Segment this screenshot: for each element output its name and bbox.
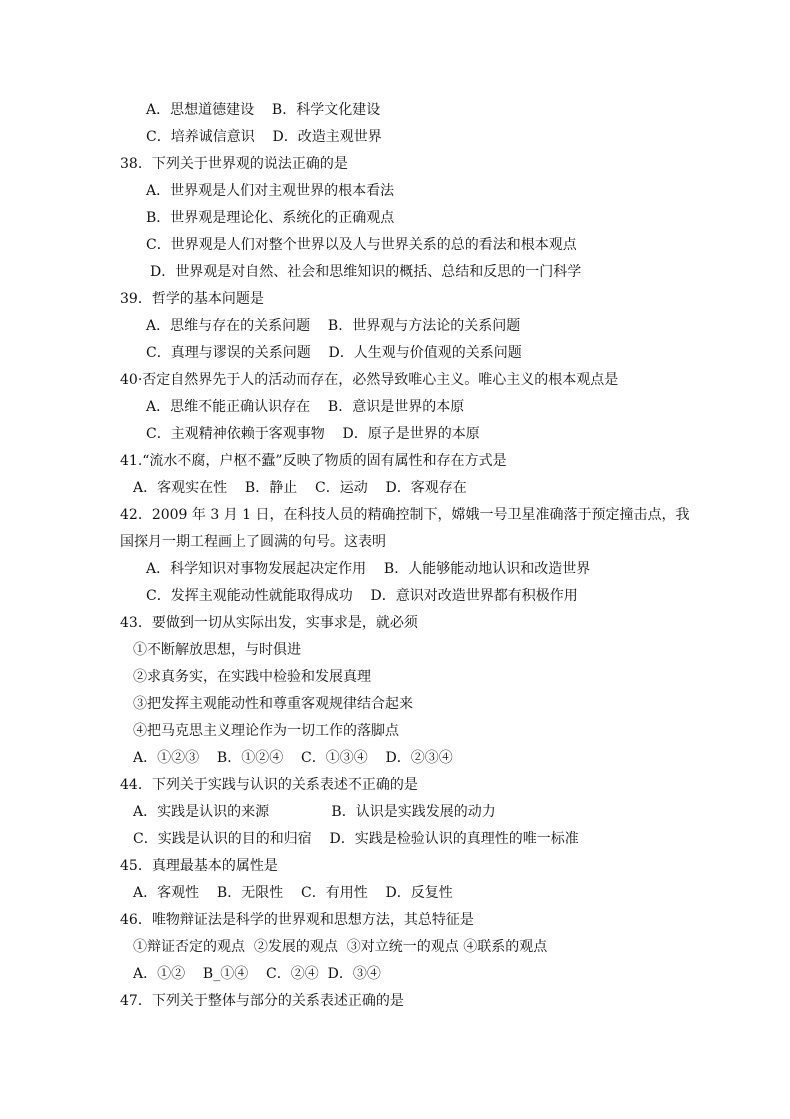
q43-statement-2: ②求真务实，在实践中检验和发展真理 [133, 669, 371, 685]
q43-question: 43．要做到一切从实际出发，实事求是，就必须 [120, 615, 418, 631]
q43-options: A．①②③ B．①②④ C．①③④ D．②③④ [133, 750, 453, 766]
q39-options-ab: A．思维与存在的关系问题 B．世界观与方法论的关系问题 [146, 318, 521, 334]
q40-options-ab: A．思维不能正确认识存在 B．意识是世界的本原 [146, 399, 465, 415]
q42-question-line2: 国探月一期工程画上了圆满的句号。这表明 [120, 534, 386, 550]
q37-options-ab: A．思想道德建设 B．科学文化建设 [146, 102, 381, 118]
q46-statements: ①辩证否定的观点 ②发展的观点 ③对立统一的观点 ④联系的观点 [133, 939, 548, 955]
q43-statement-1: ①不断解放思想，与时俱进 [133, 642, 301, 658]
q44-options-cd: C．实践是认识的目的和归宿 D．实践是检验认识的真理性的唯一标准 [133, 831, 579, 847]
q47-question: 47．下列关于整体与部分的关系表述正确的是 [120, 993, 404, 1009]
q38-option-b: B．世界观是理论化、系统化的正确观点 [146, 210, 395, 226]
q38-option-c: C．世界观是人们对整个世界以及人与世界关系的总的看法和根本观点 [146, 237, 577, 253]
q42-options-cd: C．发挥主观能动性就能取得成功 D．意识对改造世界都有积极作用 [146, 588, 578, 604]
q39-options-cd: C．真理与谬误的关系问题 D．人生观与价值观的关系问题 [146, 345, 522, 361]
q38-question: 38．下列关于世界观的说法正确的是 [120, 156, 348, 172]
q41-question: 41.“流水不腐，户枢不蠹”反映了物质的固有属性和存在方式是 [120, 453, 507, 469]
q40-options-cd: C．主观精神依赖于客观事物 D．原子是世界的本原 [146, 426, 480, 442]
q38-option-d: D．世界观是对自然、社会和思维知识的概括、总结和反思的一门科学 [150, 264, 582, 280]
q46-question: 46．唯物辩证法是科学的世界观和思想方法，其总特征是 [120, 912, 474, 928]
q44-options-ab: A．实践是认识的来源 B．认识是实践发展的动力 [133, 804, 496, 820]
q43-statement-3: ③把发挥主观能动性和尊重客观规律结合起来 [133, 696, 413, 712]
q43-statement-4: ④把马克思主义理论作为一切工作的落脚点 [133, 723, 399, 739]
q42-question-line1: 42．2009 年 3 月 1 日，在科技人员的精确控制下，嫦娥一号卫星准确落于预定撞击点，我 [120, 507, 690, 523]
q41-options: A．客观实在性 B．静止 C．运动 D．客观存在 [133, 480, 467, 496]
q45-options: A．客观性 B．无限性 C．有用性 D．反复性 [133, 885, 453, 901]
q44-question: 44．下列关于实践与认识的关系表述不正确的是 [120, 777, 418, 793]
q42-options-ab: A．科学知识对事物发展起决定作用 B．人能够能动地认识和改造世界 [146, 561, 591, 577]
q39-question: 39．哲学的基本问题是 [120, 291, 264, 307]
q38-option-a: A．世界观是人们对主观世界的根本看法 [146, 183, 395, 199]
q37-options-cd: C．培养诚信意识 D．改造主观世界 [146, 129, 382, 145]
q46-options: A．①② B_①④ C．②④ D．③④ [133, 966, 381, 982]
q45-question: 45．真理最基本的属性是 [120, 858, 278, 874]
q40-question: 40·否定自然界先于人的活动而存在，必然导致唯心主义。唯心主义的根本观点是 [120, 372, 619, 388]
